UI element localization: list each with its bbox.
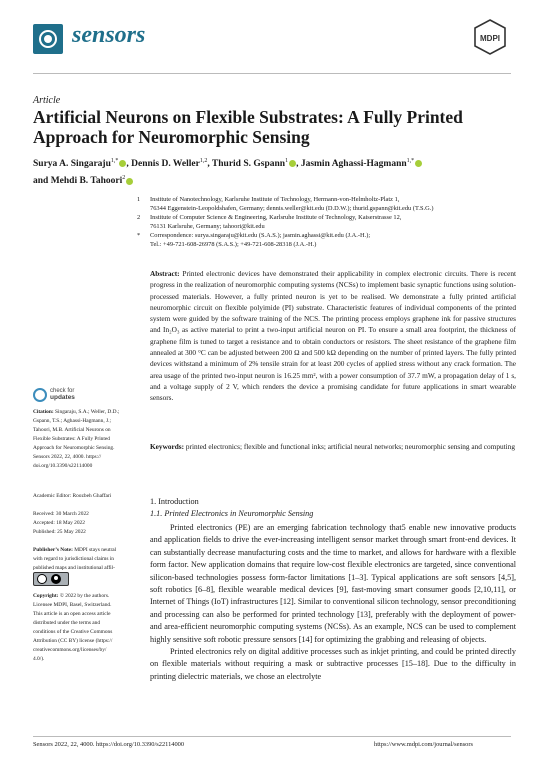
publisher-note: Publisher’s Note: MDPI stays neutral with regard to jurisdictional claims in published maps and institutional affil- xyxy=(33,547,117,571)
cc-by-license-badge[interactable] xyxy=(33,572,69,586)
article-type: Article xyxy=(33,95,61,106)
subsection-heading: 1.1. Printed Electronics in Neuromorphic Sensing xyxy=(150,509,314,518)
body-paragraph: Printed electronics (PE) are an emerging fabrication technology that5 enable new innovative products and application fields to drive the ever-increasing intelligent sensor market through smart front-end devices. It can substantially decrease manufacturing costs and the time to market, and allows for hardware with a flexible form factor. New application domains that require low-cost flexible electronics are targeted, since conventional silicon-based technologies possess form-factor limitations [1–3]. Typical applications are soft sensors [4,5], soft robotics [6–8], flexible wearable medical devices [9], fast-moving smart consumer goods [2,10,11], or Internet of Things (IoT) infrastructures [12]. Similar to conventional silicon technology, sensor preconditioning and processing can also be performed for printed technology [13], preferably with the deployment of power- and area-efficient neuromorphic computing systems (NCSs). As an example, NCS can be used to complement highly sensitive soft robotic pressure sensors [14] for optimizing the grabbing and releasing of objects. Printed electronics rely on digital additive processes such as inkjet printing, and could be printed directly on flexible materials without requiring a mask or subtractive processes [15–18]. Due to the difficulty in printing dielectric materials, we chose an electrolyte xyxy=(150,523,516,681)
doi-link[interactable]: doi.org/10.3390/s22114000 xyxy=(33,463,93,469)
affiliation-2: 2 Institute of Computer Science & Engineering, Karlsruhe Institute of Technology, Kaiserstrasse 12, 76131 Karlsruhe, Germany; tahoori@kit.edu xyxy=(137,214,402,230)
publisher-name: MDPI xyxy=(480,34,500,43)
footer-divider xyxy=(33,736,511,737)
journal-logo xyxy=(33,24,63,54)
abstract-text: Printed electronic devices have demonstrated their applicability in complex electronic circuits. There is recent progress in the realization of neuromorphic computing systems (NCSs) to implement basic synaptic functions using solution-processed materials. However, a fully printed neuron is yet to be realised. We demonstrate a fully printed artificial neuromorphic circuit on flexible polyimide (PI) substrate. Characteristic features of individual components of the printed system were guided by the software training of the NCS. The printing process employs graphene ink for passive structures and In₂O₃ as active material to print a two-input artificial neuron on PI. To ensure a small area footprint, the thickness of graphene film is tuned to target a resistance and to obtain conductors or resistors. The sheet resistance of the graphene film annealed at 300 °C can be adjusted between 200 Ω and 500 kΩ depending on the number of printed layers. The fully printed devices withstand a minimum of 2% tensile strain for at least 200 cycles of applied stress without any crack formation. The area usage of the printed two-input neuron is 16.25 mm², with a power consumption of 37.7 mW, a propagation delay of 1 s, and a voltage supply of 2 V, which renders the device a promising candidate for future applications in smart wearable sensors. xyxy=(150,269,516,403)
dates-block: Received: 30 March 2022 Accepted: 18 May 2022 Published: 25 May 2022 xyxy=(33,511,89,535)
footer-citation[interactable]: Sensors 2022, 22, 4000. https://doi.org/10.3390/s22114000 xyxy=(33,741,185,748)
header-divider xyxy=(33,73,511,74)
affiliation-1: 1 Institute of Nanotechnology, Karlsruhe Institute of Technology, Hermann-von-Helmholtz-Platz 1, 76344 Eggenstein-Leopoldshafen, Germany; dennis.weller@kit.edu (D.D.W.); thurid.gspann@kit.edu (T.S.G.) xyxy=(137,196,434,212)
author-name: Jasmin Aghassi-Hagmann xyxy=(300,159,407,170)
orcid-icon[interactable] xyxy=(415,160,422,167)
footer-journal-url[interactable]: https://www.mdpi.com/journal/sensors xyxy=(374,741,473,748)
orcid-icon[interactable] xyxy=(289,160,296,167)
author-list: Surya A. Singaraju$^{1,*}$ , Dennis D. Weller$^{1,2}$, Thurid S. Gspann$^1$ , Jasmin Aghassi-Hagmann$^{1,*}$ and Mehdi B. Tahoori$^2$ xyxy=(33,154,513,188)
copyright-block: Copyright: © 2022 by the authors. Licensee MDPI, Basel, Switzerland. This article is an open access article distributed under the terms and conditions of the Creative Commons Attribution (CC BY) license (https:// creativecommons.org/licenses/by/ 4.0/). xyxy=(33,593,113,662)
abstract-label: Abstract: xyxy=(150,269,180,278)
journal-name[interactable]: sensors xyxy=(72,22,146,48)
author-name: Thurid S. Gspann xyxy=(211,159,286,170)
keywords-text: printed electronics; flexible and functional inks; artificial neural networks; neuromorphic sensing and computing xyxy=(185,442,515,451)
citation-block: Citation: Singaraju, S.A.; Weller, D.D.; Gspann, T.S.; Aghassi-Hagmann, J.; Tahoori, M.B. Artificial Neurons on Flexible Substrates: A Fully Printed Approach for Neuromorphic Sensing. Sensors 2022, 22, 4000. https:// doi.org/10.3390/s22114000 xyxy=(33,409,120,469)
article-title: Artificial Neurons on Flexible Substrates: A Fully Printed Approach for Neuromorphic Sensing xyxy=(33,107,463,147)
author-name: Mehdi B. Tahoori xyxy=(50,176,123,187)
orcid-icon[interactable] xyxy=(119,160,126,167)
update-check-icon xyxy=(33,388,47,402)
abstract xyxy=(150,268,516,404)
license-link[interactable]: creativecommons.org/licenses/by/ xyxy=(33,647,107,653)
orcid-icon[interactable] xyxy=(126,178,133,185)
section-heading: 1. Introduction xyxy=(150,497,199,506)
correspondence: * Correspondence: surya.singaraju@kit.edu (S.A.S.); jasmin.aghassi@kit.edu (J.A.-H.); Tel.: +49-721-608-26978 (S.A.S.); +49-721-608-28318 (J.A.-H.) xyxy=(137,232,371,248)
keywords-label: Keywords: xyxy=(150,442,185,451)
keywords xyxy=(150,441,516,452)
academic-editor: Academic Editor: Roozbeh Ghaffari xyxy=(33,493,112,499)
author-name: Surya A. Singaraju xyxy=(33,159,111,170)
author-name: Dennis D. Weller xyxy=(131,159,200,170)
mdpi-logo[interactable] xyxy=(472,18,508,56)
